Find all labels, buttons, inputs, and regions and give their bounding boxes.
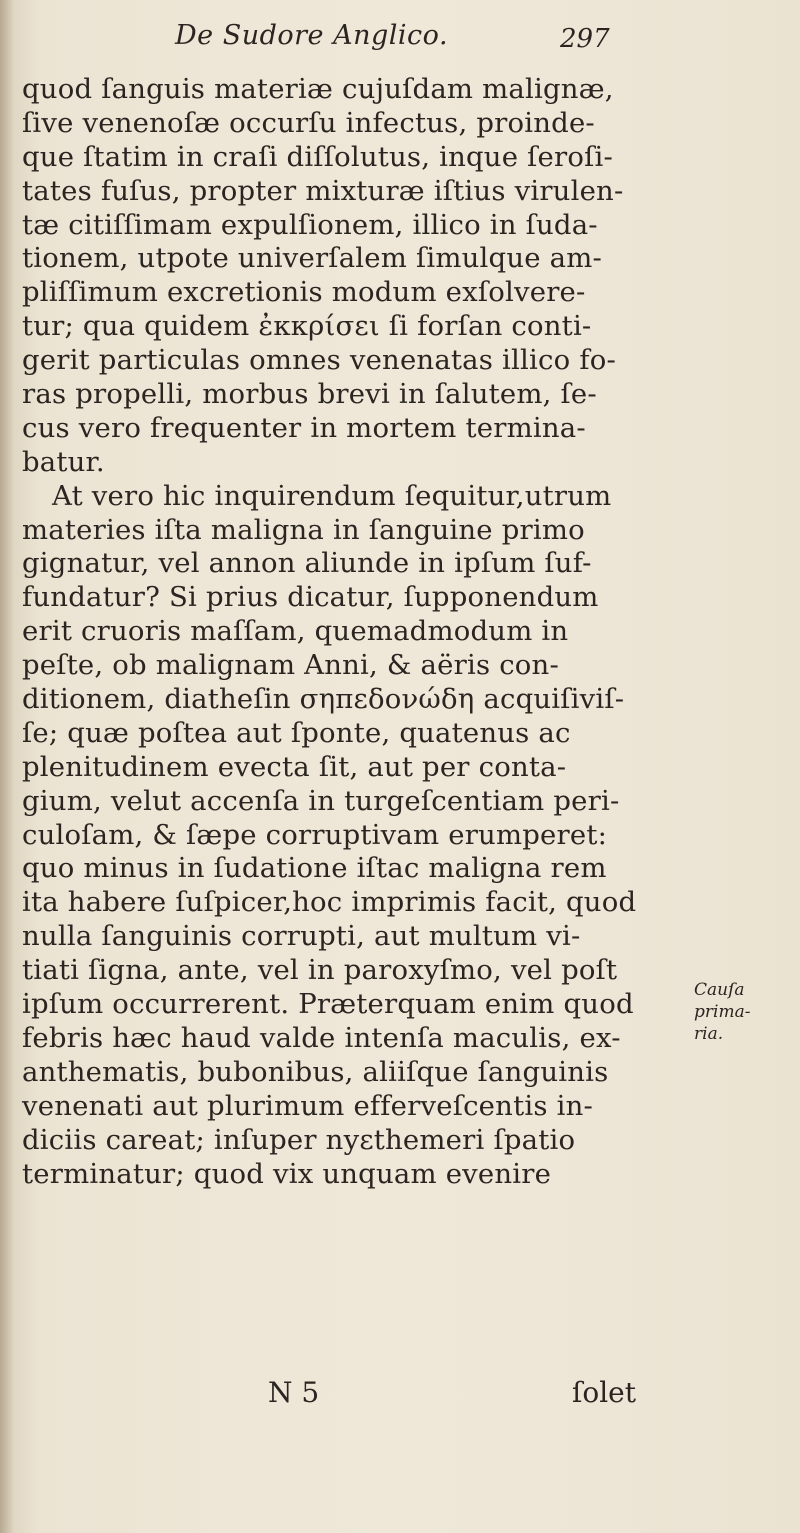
text-line: tiati ſigna, ante, vel in paroxyſmo, vel poſt	[22, 954, 618, 987]
text-line: culoſam, & ſæpe corruptivam erumperet:	[22, 818, 608, 851]
text-line: nulla ſanguinis corrupti, aut multum vi-	[22, 920, 581, 953]
text-line: ſive venenoſæ occurſu infectus, proinde-	[22, 106, 595, 139]
text-line: plenitudinem evecta ſit, aut per conta-	[22, 750, 567, 783]
text-line: gerit particulas omnes venenatas illico fo-	[22, 344, 616, 377]
text-line: fundatur? Si prius dicatur, ſupponendum	[22, 581, 599, 614]
text-line: gignatur, vel annon aliunde in ipſum ſuf-	[22, 547, 592, 580]
catchword: ſolet	[572, 1376, 636, 1409]
text-line: At vero hic inquirendum ſequitur,utrum	[52, 479, 612, 512]
text-line: ditionem, diatheſin σηπεδονώδη acquiſiviſ-	[22, 683, 625, 716]
text-line: materies iſta maligna in ſanguine primo	[22, 513, 585, 546]
margin-note-line: prima-	[694, 1002, 751, 1022]
text-line: ſe; quæ poſtea aut ſponte, quatenus ac	[22, 716, 571, 749]
text-line: tæ citiſſimam expulſionem, illico in ſuda-	[22, 208, 598, 241]
text-line: febris hæc haud valde intenſa maculis, ex-	[22, 1021, 621, 1054]
text-line: que ſtatim in craſi diſſolutus, inque ſeroſi-	[22, 140, 613, 173]
gutter-shadow	[0, 0, 14, 1533]
text-line: quo minus in ſudatione iſtac maligna rem	[22, 852, 607, 885]
margin-note-line: Cauſa	[694, 980, 745, 1000]
running-head: De Sudore Anglico.	[175, 20, 449, 51]
text-line: gium, velut accenſa in turgeſcentiam peri-	[22, 784, 620, 817]
page-number: 297	[560, 24, 610, 54]
text-line: terminatur; quod vix unquam evenire	[22, 1157, 552, 1190]
page-footer	[0, 1376, 800, 1416]
margin-note-line: ria.	[694, 1024, 724, 1044]
text-line: tates fuſus, propter mixturæ iſtius virulen-	[22, 174, 624, 207]
text-line: ita habere ſuſpicer,hoc imprimis facit, quod	[22, 886, 637, 919]
text-line: anthematis, bubonibus, aliiſque ſanguinis	[22, 1055, 609, 1088]
text-line: venenati aut plurimum efferveſcentis in-	[22, 1089, 593, 1122]
text-line: tionem, utpote univerſalem ſimulque am-	[22, 242, 603, 275]
text-line: erit cruoris maſſam, quemadmodum in	[22, 615, 569, 648]
page-header	[0, 18, 800, 68]
text-line: pliſſimum excretionis modum exſolvere-	[22, 276, 586, 309]
signature-mark: N 5	[268, 1376, 320, 1409]
text-line: peſte, ob malignam Anni, & aëris con-	[22, 649, 559, 682]
text-line: ipſum occurrerent. Præterquam enim quod	[22, 988, 634, 1021]
text-line: cus vero frequenter in mortem termina-	[22, 411, 586, 444]
margin-note	[694, 979, 750, 1045]
text-line: ras propelli, morbus brevi in ſalutem, ſe-	[22, 378, 597, 411]
text-line: tur; qua quidem ἐκκρίσει ſi forſan conti-	[22, 310, 592, 343]
text-line: batur.	[22, 445, 105, 478]
text-line: quod ſanguis materiæ cujuſdam malignæ,	[22, 73, 614, 105]
text-line: diciis careat; inſuper nyɛthemeri ſpatio	[22, 1123, 576, 1156]
body-text	[22, 73, 637, 1191]
